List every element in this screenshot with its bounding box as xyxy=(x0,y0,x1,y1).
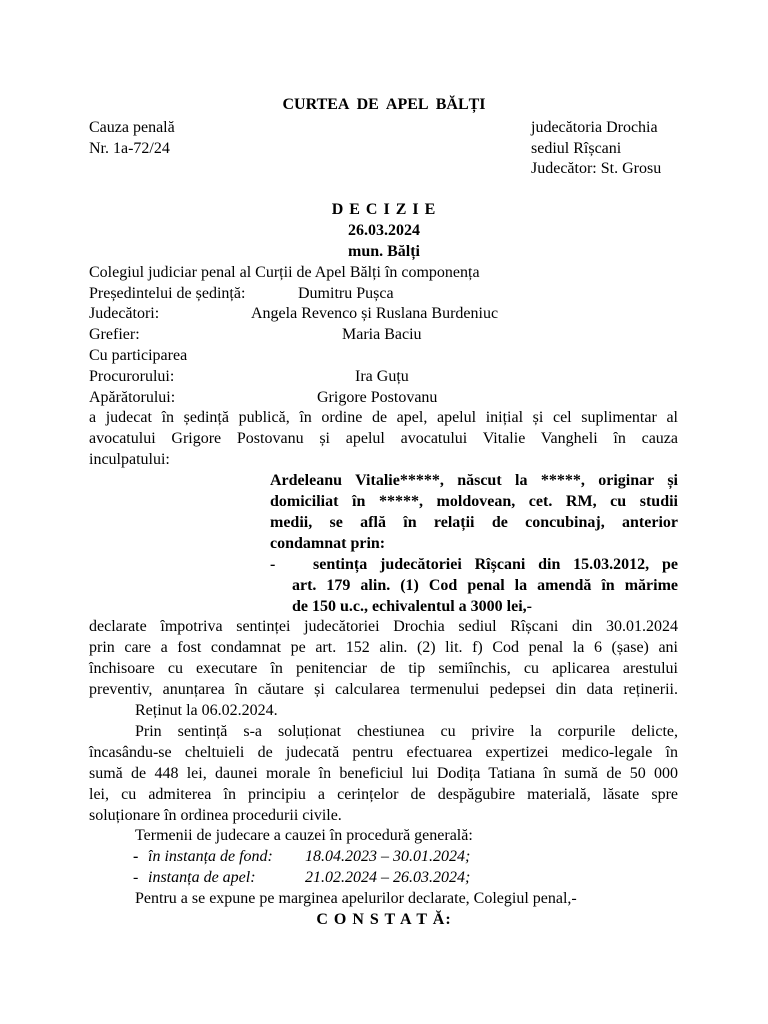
president-value: Dumitru Pușca xyxy=(298,285,394,302)
president-label: Președintelui de ședință: xyxy=(89,285,246,302)
court-seat: sediul Rîșcani xyxy=(531,140,622,157)
sentence-line: soluționare în ordinea procedurii civile. xyxy=(89,807,342,824)
participation-label: Cu participarea xyxy=(89,347,188,364)
closing-line: Pentru a se expune pe marginea apelurilor declarate, Colegiul penal,- xyxy=(135,890,577,907)
prosecutor-value: Ira Guțu xyxy=(355,368,409,385)
appeal-line: avocatului Grigore Postovanu și apelul avocatului Vitalie Vangheli în cauza xyxy=(89,430,678,447)
defendant-line: condamnat prin: xyxy=(270,535,386,552)
sentence-line: lei, cu admiterea în principiu a cerințelor de despăgubire materială, lăsate spre xyxy=(89,786,678,803)
prosecutor-label: Procurorului: xyxy=(89,368,175,385)
terms-intro: Termenii de judecare a cauzei în procedură generală: xyxy=(135,827,473,844)
prior-conviction-line: art. 179 alin. (1) Cod penal la amendă în mărime xyxy=(292,577,678,594)
defendant-line: Ardeleanu Vitalie*****, născut la *****, originar și xyxy=(270,472,678,489)
appeal-line: inculpatului: xyxy=(89,451,170,468)
court-title: CURTEA DE APEL BĂLȚI xyxy=(282,96,486,113)
judges-label: Judecători: xyxy=(89,305,160,322)
clerk-label: Grefier: xyxy=(89,326,140,343)
clerk-value: Maria Baciu xyxy=(342,326,422,343)
case-type: Cauza penală xyxy=(89,119,175,136)
panel-intro: Colegiul judiciar penal al Curții de Apel Bălți în componența xyxy=(89,264,480,281)
case-number: Nr. 1a-72/24 xyxy=(89,140,170,157)
prior-conviction-dash: - xyxy=(270,556,276,573)
detained-date: Reținut la 06.02.2024. xyxy=(135,702,278,719)
appeal-line: a judecat în ședință publică, în ordine de apel, apelul inițial și cel suplimentar al xyxy=(89,409,678,426)
term-dash: - xyxy=(133,848,139,865)
decision-place: mun. Bălți xyxy=(347,243,420,260)
sentence-line: Prin sentință s-a soluționat chestiunea cu privire la corpurile delicte, xyxy=(135,723,678,740)
decision-date: 26.03.2024 xyxy=(348,222,420,239)
defendant-line: domiciliat în *****, moldovean, cet. RM, cu studii xyxy=(270,493,678,510)
defender-label: Apărătorului: xyxy=(89,389,176,406)
term-label: instanța de apel: xyxy=(148,869,256,886)
defender-value: Grigore Postovanu xyxy=(317,389,438,406)
declared-line: prin care a fost condamnat pe art. 152 alin. (2) lit. f) Cod penal la 6 (șase) ani xyxy=(89,639,678,656)
prior-conviction-line: sentința judecătoriei Rîșcani din 15.03.2012, pe xyxy=(313,556,678,573)
term-label: în instanța de fond: xyxy=(148,848,273,865)
prior-conviction-line: de 150 u.c., echivalentul a 3000 lei,- xyxy=(292,598,532,615)
first-instance: judecătoria Drochia xyxy=(531,119,658,136)
declared-line: preventiv, anunțarea în căutare și calcularea termenului pedepsei din data reținerii. xyxy=(89,681,678,698)
term-dash: - xyxy=(133,869,139,886)
decision-title: D E C I Z I E xyxy=(331,201,437,218)
sentence-line: încasându-se cheltuieli de judecată pentru efectuarea expertizei medico-legale în xyxy=(89,744,678,761)
declared-line: închisoare cu executare în penitenciar de tip semiînchis, cu aplicarea arestului xyxy=(89,660,678,677)
declared-line: declarate împotriva sentinței judecătoriei Drochia sediul Rîșcani din 30.01.2024 xyxy=(89,618,678,635)
first-instance-judge: Judecător: St. Grosu xyxy=(531,160,662,177)
term-value: 18.04.2023 – 30.01.2024; xyxy=(305,848,471,865)
term-value: 21.02.2024 – 26.03.2024; xyxy=(305,869,471,886)
sentence-line: sumă de 448 lei, daunei morale în beneficiul lui Dodița Tatiana în sumă de 50 000 xyxy=(89,765,678,782)
constata-heading: C O N S T A T Ă: xyxy=(316,911,452,928)
judges-value: Angela Revenco și Ruslana Burdeniuc xyxy=(251,305,499,322)
defendant-line: medii, se află în relații de concubinaj, anterior xyxy=(270,514,678,531)
